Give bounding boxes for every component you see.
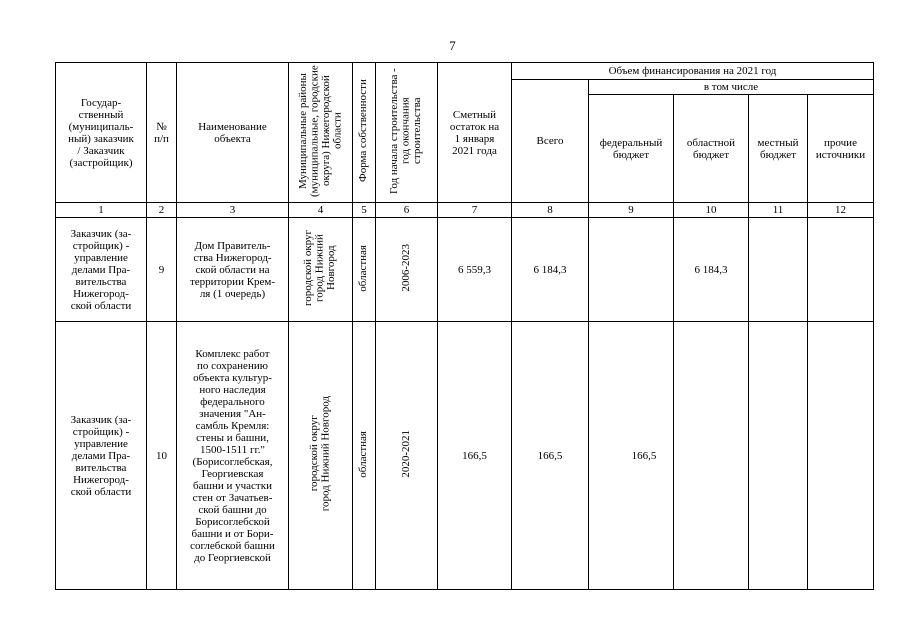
column-number: 2 (147, 203, 177, 218)
header-estimated: Сметный остаток на 1 января 2021 года (438, 63, 512, 203)
column-number: 6 (376, 203, 438, 218)
row-customer: Заказчик (за- стройщик) - управление делами Пра- вительства Нижегород- ской области (56, 218, 147, 322)
header-including: в том числе (589, 80, 874, 95)
column-numbers-row (56, 203, 874, 218)
row-customer: Заказчик (за- стройщик) - управление делами Пра- вительства Нижегород- ской области (56, 322, 147, 590)
column-number: 10 (674, 203, 749, 218)
financing-table (55, 62, 874, 590)
row-num: 9 (147, 218, 177, 322)
header-federal: федеральный бюджет (589, 95, 674, 203)
row-object-name: Комплекс работ по сохранению объекта культур- ного наследия федерального значения "Ан- самбль Кремля: стены и башни, 1500-1511 гг." (Борисоглебская, Георгиевская башни и участки стен от Зачатьев- ской башни до Борисоглебской башни и от Бори- соглебской башни до Георгиевской (177, 322, 289, 590)
row-estimated: 166,5 (438, 322, 512, 590)
row-num: 10 (147, 322, 177, 590)
header-total: Всего (512, 80, 589, 203)
row-estimated: 6 559,3 (438, 218, 512, 322)
row-total: 166,5 (512, 322, 589, 590)
header-num: № п/п (147, 63, 177, 203)
row-years: 2006-2023 (376, 218, 438, 322)
header-other: прочие источники (808, 95, 874, 203)
header-regional: областной бюджет (674, 95, 749, 203)
column-number: 11 (749, 203, 808, 218)
row-other (808, 322, 874, 590)
row-district: городской округ город Нижний Новгород (289, 218, 353, 322)
row-ownership: областная (353, 218, 376, 322)
row-local (749, 322, 808, 590)
column-number: 12 (808, 203, 874, 218)
row-object-name: Дом Правитель- ства Нижегород- ской области на территории Крем- ля (1 очередь) (177, 218, 289, 322)
row-federal (589, 218, 674, 322)
column-number: 9 (589, 203, 674, 218)
header-local: местный бюджет (749, 95, 808, 203)
table-row (56, 218, 874, 322)
page-number: 7 (449, 38, 456, 53)
column-number: 1 (56, 203, 147, 218)
row-other (808, 218, 874, 322)
row-district: городской округ город Нижний Новгород (289, 322, 353, 590)
column-number: 8 (512, 203, 589, 218)
column-number: 7 (438, 203, 512, 218)
row-regional (674, 322, 749, 590)
row-ownership: областная (353, 322, 376, 590)
row-total: 6 184,3 (512, 218, 589, 322)
row-federal: 166,5 (589, 322, 674, 590)
row-regional: 6 184,3 (674, 218, 749, 322)
table-row (56, 322, 874, 590)
header-ownership: Форма собственности (353, 63, 376, 203)
row-local (749, 218, 808, 322)
header-object-name: Наименование объекта (177, 63, 289, 203)
column-number: 4 (289, 203, 353, 218)
column-number: 5 (353, 203, 376, 218)
column-number: 3 (177, 203, 289, 218)
header-years: Год начала строительства - год окончания строительства (376, 63, 438, 203)
header-district: Муниципальные районы (муниципальные, городские округа) Нижегородской области (289, 63, 353, 203)
row-years: 2020-2021 (376, 322, 438, 590)
header-customer: Государ- ственный (муниципаль- ный) заказчик / Заказчик (застройщик) (56, 63, 147, 203)
header-funding-group: Объем финансирования на 2021 год (512, 63, 874, 80)
